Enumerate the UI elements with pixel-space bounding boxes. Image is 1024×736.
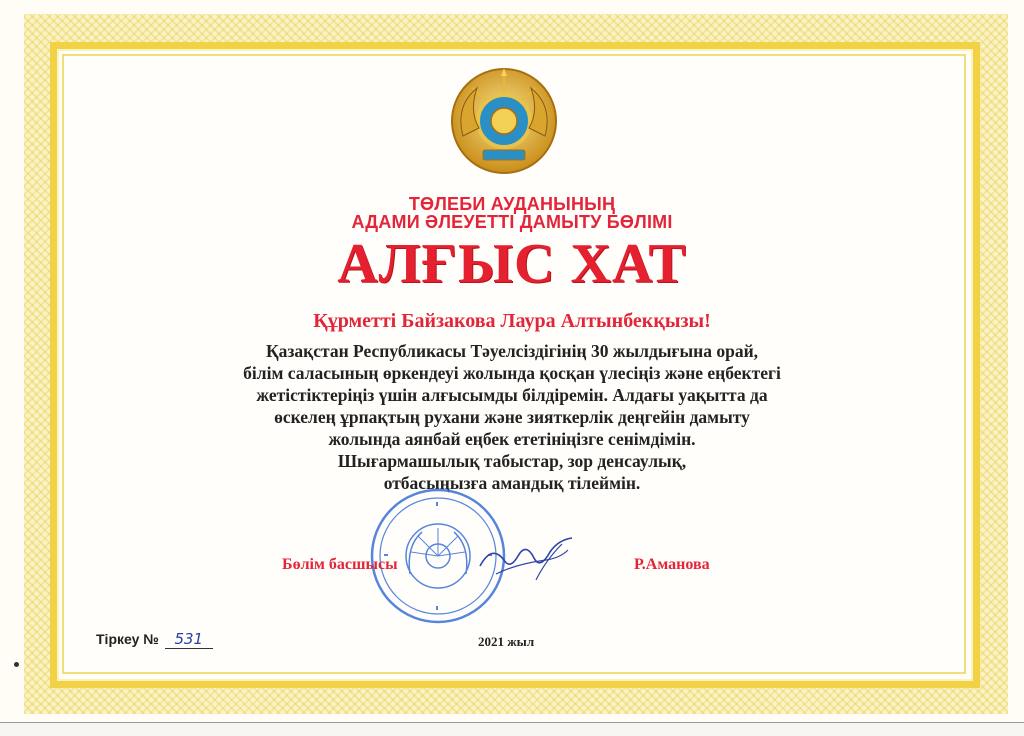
- document-title: АЛҒЫС ХАТ: [337, 233, 687, 295]
- scan-speck: [14, 662, 19, 667]
- signature-icon: [476, 530, 576, 590]
- state-emblem-icon: [449, 66, 559, 176]
- recipient-salutation: Құрметті Байзакова Лаура Алтынбекқызы!: [313, 310, 711, 332]
- body-line: Қазақстан Республикасы Тәуелсіздігінің 30 жылдығына орай,: [265, 341, 759, 361]
- letter-body: [62, 340, 962, 494]
- registration-field: [96, 630, 213, 649]
- body-line: отбасыңызға амандық тілеймін.: [383, 473, 641, 493]
- organization-line-2: АДАМИ ӘЛЕУЕТТІ ДАМЫТУ БӨЛІМІ: [351, 212, 673, 232]
- document-year: 2021 жыл: [478, 634, 535, 649]
- organization-line-1: ТӨЛЕБИ АУДАНЫНЫҢ: [408, 194, 616, 214]
- signer-name: Р.Аманова: [634, 556, 710, 573]
- body-line: Шығармашылық табыстар, зор денсаулық,: [337, 451, 687, 471]
- registration-number: 531: [165, 630, 213, 649]
- body-line: білім саласының өркендеуі жолында қосқан үлесіңіз және еңбектегі: [243, 363, 781, 383]
- registration-label: Тіркеу №: [96, 631, 159, 647]
- body-line: жолында аянбай еңбек ететініңізге сенімдімін.: [328, 429, 696, 449]
- body-line: жетістіктеріңіз үшін алғысымды білдіремін. Алдағы уақытта да: [256, 385, 768, 405]
- signer-position: Бөлім басшысы: [282, 556, 398, 573]
- body-line: өскелең ұрпақтың рухани және зияткерлік деңгейін дамыту: [274, 407, 750, 427]
